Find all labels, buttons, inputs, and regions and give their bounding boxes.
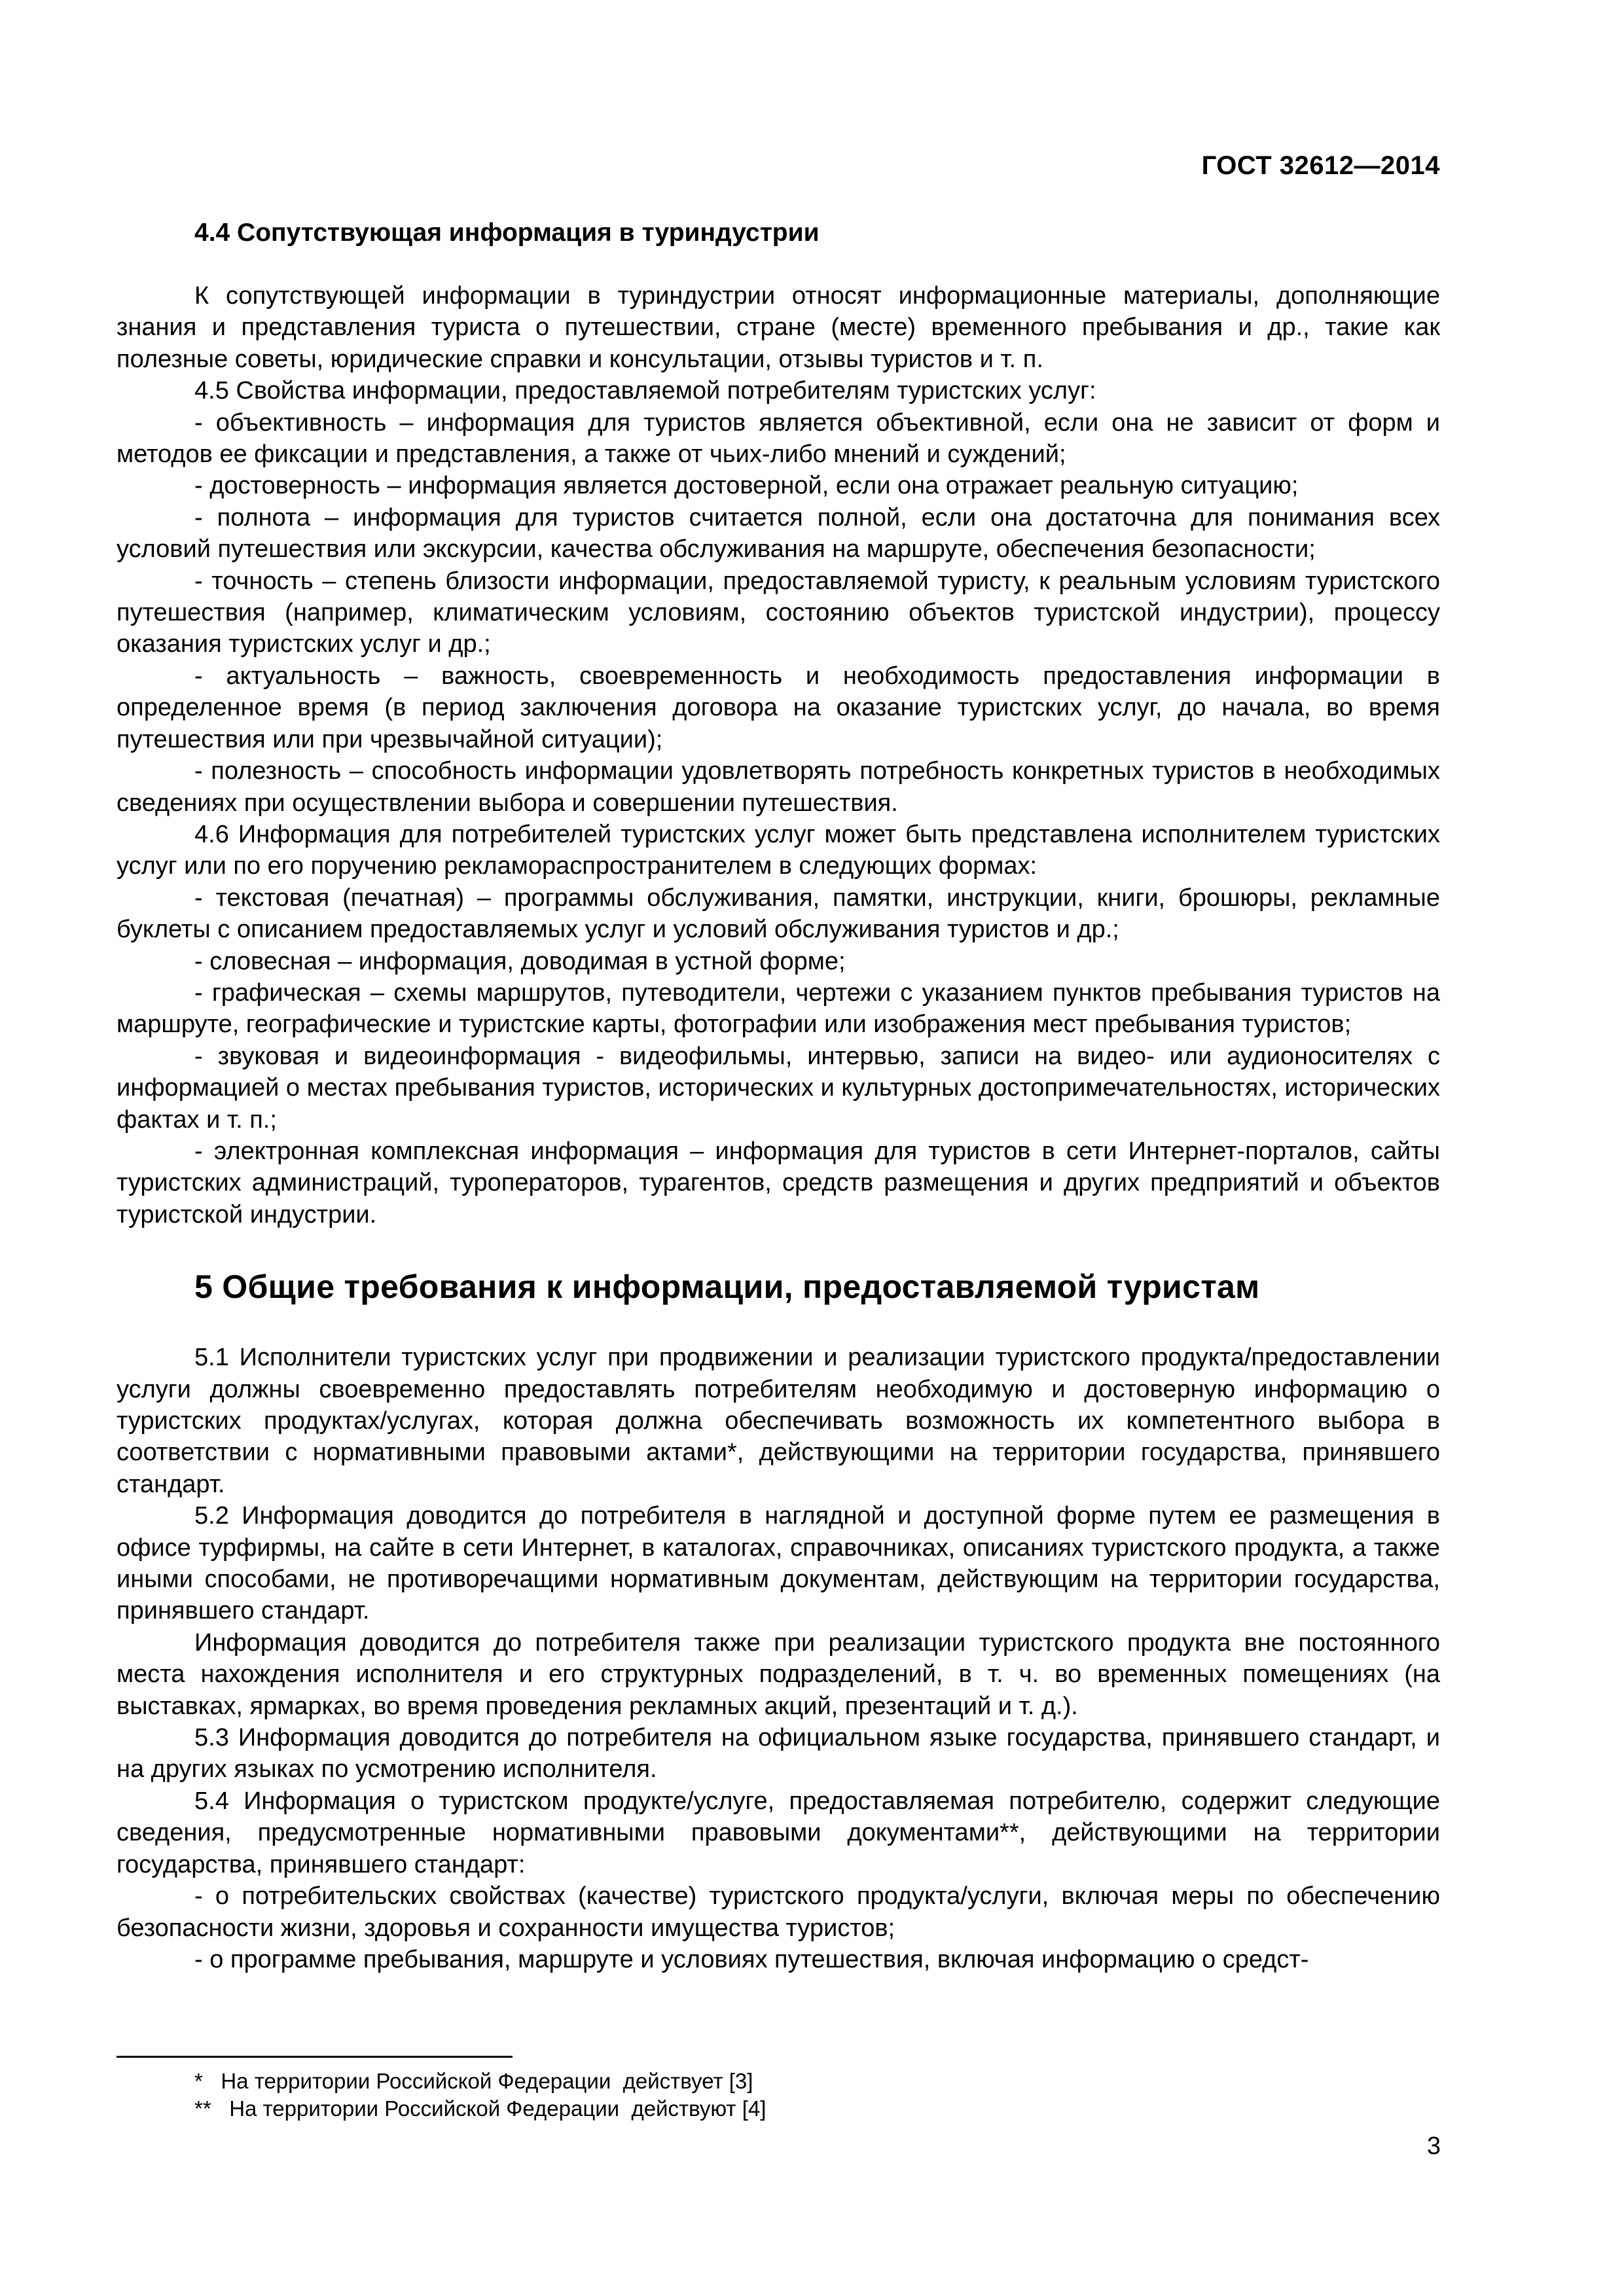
list-item: - полезность – способность информации удовлетворять потребность конкретных туристов в необходимых сведениях при осуществлении выбора и совершении путешествия. xyxy=(117,757,1440,817)
list-item: - графическая – схемы маршрутов, путеводители, чертежи с указанием пунктов пребывания туристов на маршруте, географические и туристские карты, фотографии или изображения мест пребывания туристов; xyxy=(117,978,1440,1039)
paragraph: К сопутствующей информации в туриндустрии относят информационные материалы, дополняющие знания и представления туриста о путешествии, стране (месте) временного пребывания и др., такие как полезные советы, юридические справки и консультации, отзывы туристов и т. п. xyxy=(117,282,1440,373)
list-item: - звуковая и видеоинформация - видеофильмы, интервью, записи на видео- или аудионосителях с информацией о местах пребывания туристов, исторических и культурных достопримечательностях, исторических фактах и т. п.; xyxy=(117,1042,1440,1134)
list-item: - о программе пребывания, маршруте и условиях путешествия, включая информацию о средст- xyxy=(194,1945,1309,1973)
body-text xyxy=(117,217,1440,1975)
list-item: - текстовая (печатная) – программы обслуживания, памятки, инструкции, книги, брошюры, рекламные буклеты с описанием предоставляемых услуг и условий обслуживания туристов и др.; xyxy=(117,884,1440,944)
paragraph: 4.5 Свойства информации, предоставляемой потребителям туристских услуг: xyxy=(194,377,1096,405)
footnotes xyxy=(194,2068,766,2123)
page-number: 3 xyxy=(1426,2132,1441,2160)
footnote-separator xyxy=(117,2056,513,2058)
list-item: - объективность – информация для туристов является объективной, если она не зависит от форм и методов ее фиксации и представления, а также от чьих-либо мнений и суждений; xyxy=(117,408,1440,469)
paragraph: 4.6 Информация для потребителей туристских услуг может быть представлена исполнителем туристских услуг или по его поручению рекламораспространителем в следующих формах: xyxy=(117,820,1440,880)
list-item: - актуальность – важность, своевременность и необходимость предоставления информации в определенное время (в период заключения договора на оказание туристских услуг, до начала, во время путешествия или при чрезвычайной ситуации); xyxy=(117,662,1440,753)
paragraph: 5.3 Информация доводится до потребителя на официальном языке государства, принявшего стандарт, и на других языках по усмотрению исполнителя. xyxy=(117,1724,1440,1784)
list-item: - достоверность – информация является достоверной, если она отражает реальную ситуацию; xyxy=(194,472,1299,500)
subsection-heading: 4.4 Сопутствующая информация в туриндустрии xyxy=(194,219,820,247)
list-item: - словесная – информация, доводимая в устной форме; xyxy=(194,947,846,975)
paragraph: 5.2 Информация доводится до потребителя в наглядной и доступной форме путем ее размещения в офисе турфирмы, на сайте в сети Интернет, в каталогах, справочниках, описаниях туристского продукта, а также иными способами, не противоречащими нормативным документам, действующим на территории государства, принявшего стандарт. xyxy=(117,1502,1440,1625)
list-item: - электронная комплексная информация – информация для туристов в сети Интернет-порталов, сайты туристских администраций, туроператоров, турагентов, средств размещения и других предприятий и объектов туристской индустрии. xyxy=(117,1137,1440,1229)
standard-designation-header: ГОСТ 32612—2014 xyxy=(1201,151,1440,180)
paragraph: 5.4 Информация о туристском продукте/услуге, предоставляемая потребителю, содержит следующие сведения, предусмотренные нормативными правовыми документами**, действующими на территории государства, принявшего стандарт: xyxy=(117,1787,1440,1878)
list-item: - точность – степень близости информации, предоставляемой туристу, к реальным условиям туристского путешествия (например, климатическим условиям, состоянию объектов туристской индустрии), процессу оказания туристских услуг и др.; xyxy=(117,567,1440,658)
footnote: ** На территории Российской Федерации действуют [4] xyxy=(194,2096,767,2121)
footnote: * На территории Российской Федерации действует [3] xyxy=(194,2069,753,2093)
paragraph: 5.1 Исполнители туристских услуг при продвижении и реализации туристского продукта/предоставлении услуги должны своевременно предоставлять потребителям необходимую и достоверную информацию о туристских продуктах/услугах, которая должна обеспечивать возможность их компетентного выбора в соответствии с нормативными правовыми актами*, действующими на территории государства, принявшего стандарт. xyxy=(117,1344,1440,1498)
list-item: - о потребительских свойствах (качестве) туристского продукта/услуги, включая меры по обеспечению безопасности жизни, здоровья и сохранности имущества туристов; xyxy=(117,1882,1440,1942)
paragraph: Информация доводится до потребителя также при реализации туристского продукта вне постоянного места нахождения исполнителя и его структурных подразделений, в т. ч. во временных помещениях (на выставках, ярмарках, во время проведения рекламных акций, презентаций и т. д.). xyxy=(117,1628,1440,1720)
section-heading: 5 Общие требования к информации, предоставляемой туристам xyxy=(194,1268,1260,1306)
list-item: - полнота – информация для туристов считается полной, если она достаточна для понимания всех условий путешествия или экскурсии, качества обслуживания на маршруте, обеспечения безопасности; xyxy=(117,503,1440,564)
